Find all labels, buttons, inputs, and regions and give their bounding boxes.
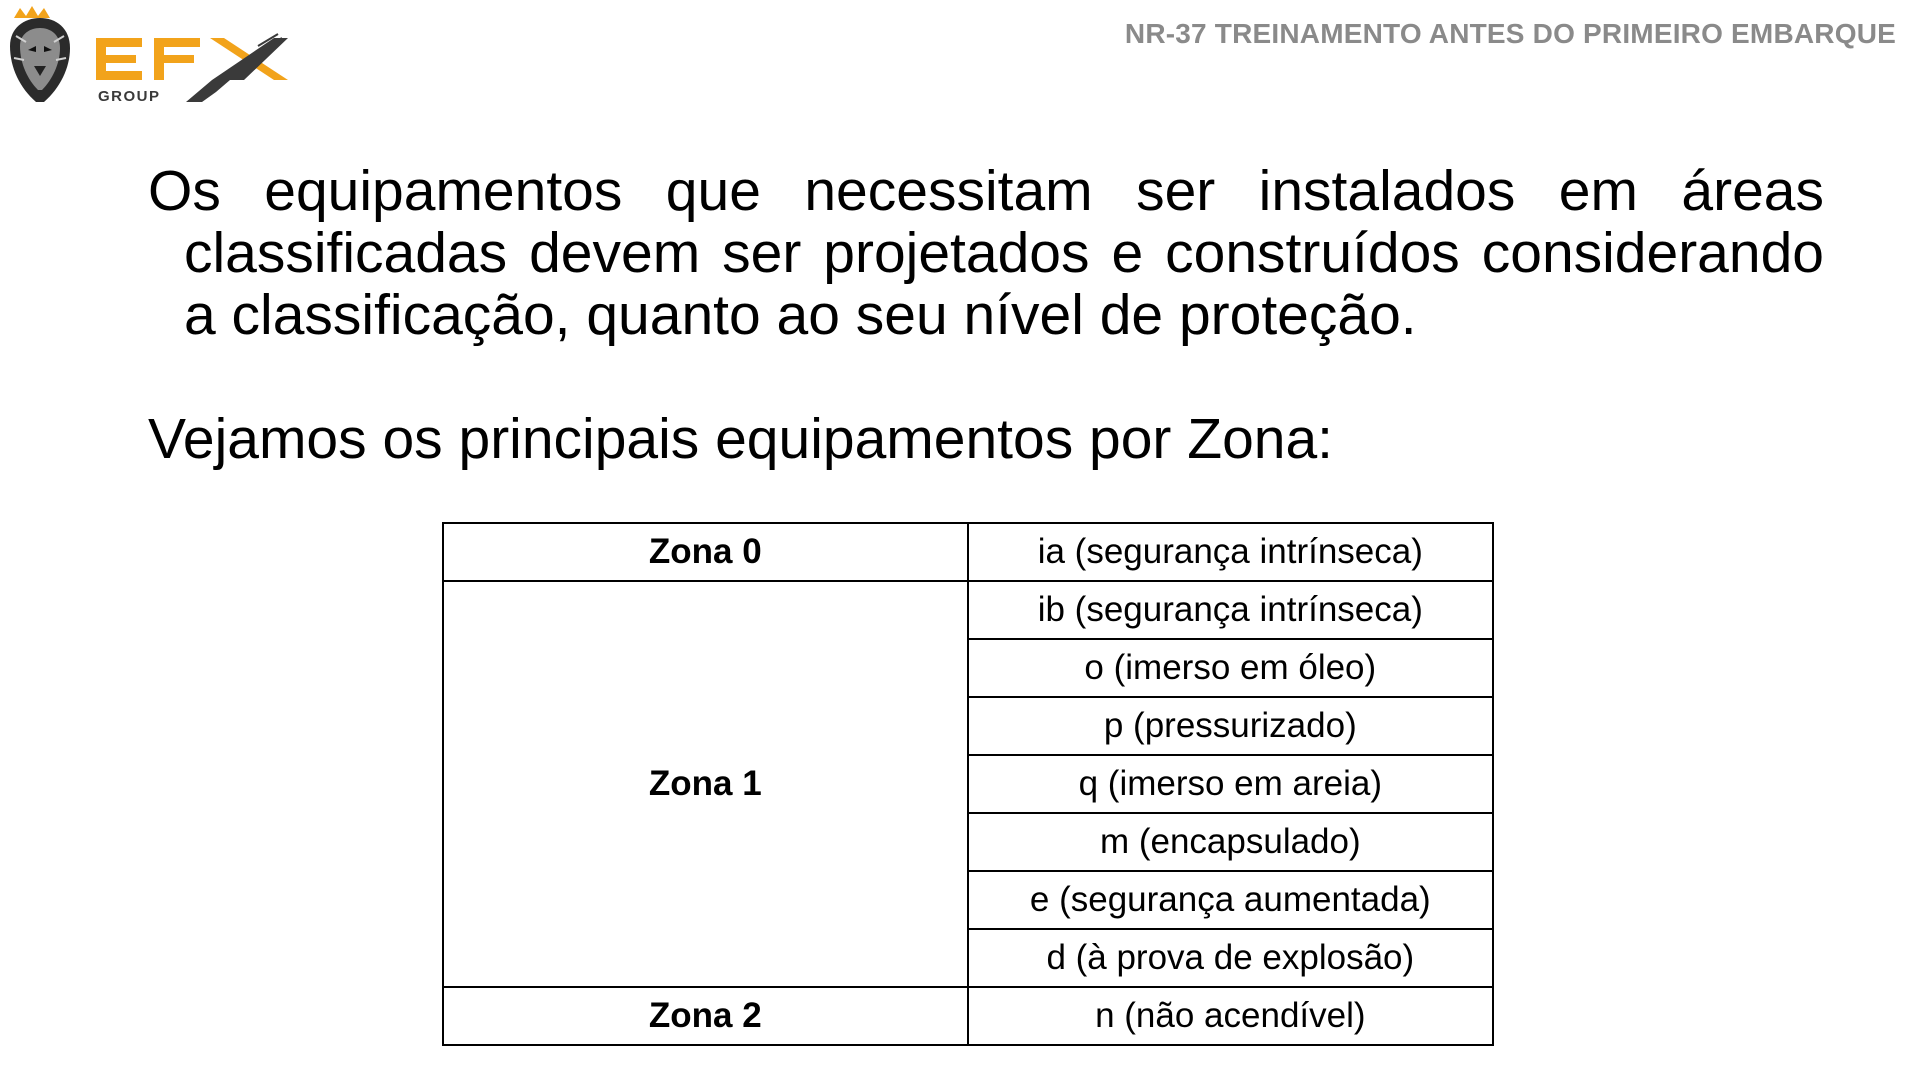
zone-equipment-table [442, 522, 1494, 1046]
equipment-cell: ia (segurança intrínseca) [968, 523, 1493, 581]
section-subtitle: Vejamos os principais equipamentos por Zona: [148, 407, 1334, 471]
equipment-cell: n (não acendível) [968, 987, 1493, 1045]
zone-label: Zona 2 [443, 987, 968, 1045]
table-row [443, 523, 1493, 581]
efx-logo-graphic [6, 6, 296, 110]
zone-label: Zona 0 [443, 523, 968, 581]
equipment-cell: ib (segurança intrínseca) [968, 581, 1493, 639]
zone-label: Zona 1 [443, 581, 968, 987]
table-row [443, 581, 1493, 639]
equipment-cell: o (imerso em óleo) [968, 639, 1493, 697]
svg-text:GROUP: GROUP [98, 88, 161, 105]
lion-crown-icon [10, 6, 70, 102]
equipment-cell: q (imerso em areia) [968, 755, 1493, 813]
equipment-cell: e (segurança aumentada) [968, 871, 1493, 929]
equipment-cell: d (à prova de explosão) [968, 929, 1493, 987]
intro-paragraph: Os equipamentos que necessitam ser instalados em áreas classificadas devem ser projetados e construídos considerando a classificação, quanto ao seu nível de proteção. [148, 159, 1824, 347]
efx-group-logo [6, 6, 296, 110]
equipment-cell: m (encapsulado) [968, 813, 1493, 871]
header-title: NR-37 TREINAMENTO ANTES DO PRIMEIRO EMBARQUE [1124, 18, 1896, 49]
table-row [443, 987, 1493, 1045]
equipment-cell: p (pressurizado) [968, 697, 1493, 755]
